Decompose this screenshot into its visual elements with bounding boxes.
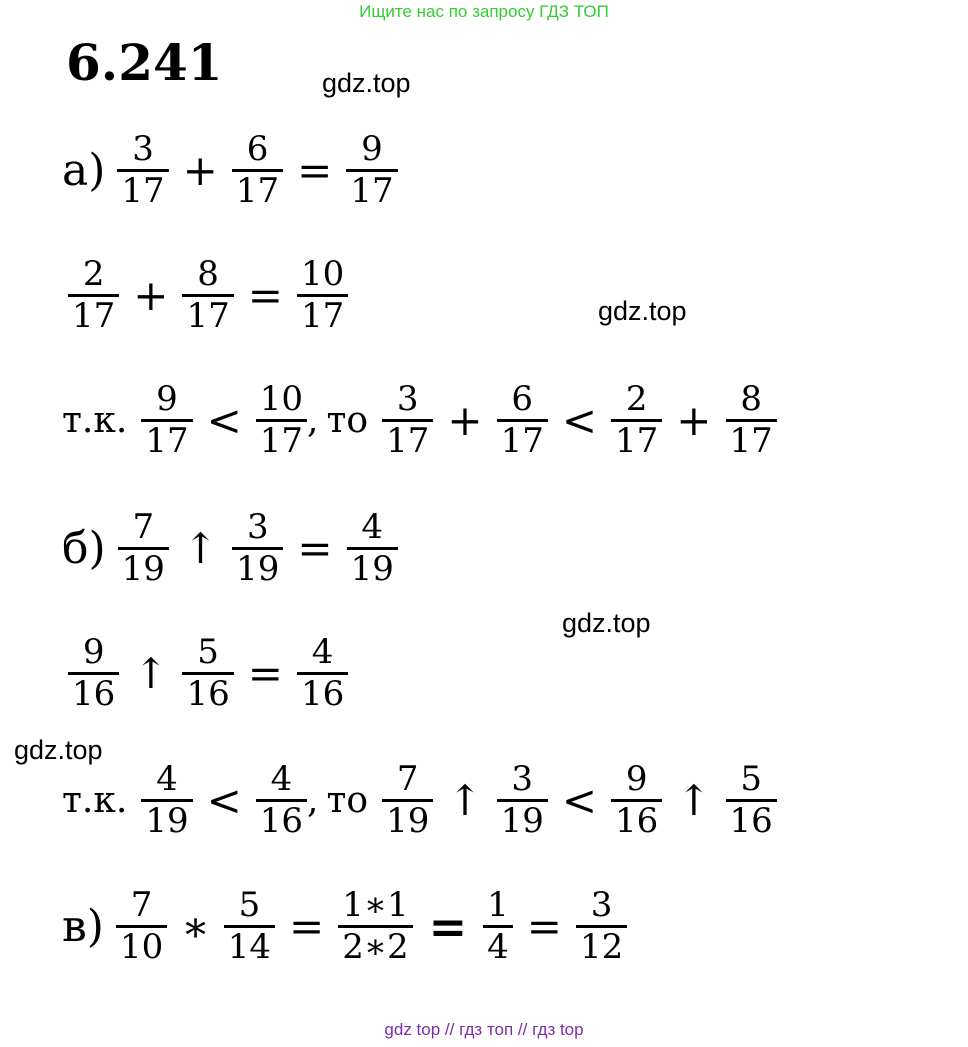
operator: = bbox=[297, 523, 333, 573]
numerator: 2 bbox=[625, 379, 648, 419]
then-word: то bbox=[326, 779, 369, 821]
numerator: 1∗1 bbox=[342, 885, 409, 925]
fraction bbox=[726, 380, 777, 461]
numerator: 10 bbox=[259, 379, 304, 419]
watermark: gdz.top bbox=[598, 296, 687, 326]
denominator: 17 bbox=[259, 421, 304, 462]
denominator: 16 bbox=[615, 801, 659, 842]
denominator: 17 bbox=[235, 171, 280, 212]
fraction bbox=[182, 633, 233, 714]
fraction bbox=[497, 380, 548, 461]
footer-links[interactable]: gdz top // гдз топ // гдз top bbox=[384, 1020, 584, 1039]
operator: + bbox=[182, 145, 218, 195]
numerator: 6 bbox=[246, 129, 269, 169]
up-arrow-icon: ↑ bbox=[133, 648, 169, 698]
denominator: 17 bbox=[729, 421, 773, 462]
equation-b1 bbox=[62, 508, 404, 589]
denominator: 4 bbox=[487, 927, 509, 968]
fraction bbox=[346, 130, 397, 211]
denominator: 19 bbox=[236, 549, 280, 590]
numerator: 1 bbox=[487, 885, 509, 925]
operator: = bbox=[297, 145, 333, 195]
operator: + bbox=[676, 395, 712, 445]
denominator: 16 bbox=[259, 801, 304, 842]
denominator: 17 bbox=[121, 171, 165, 212]
comparison-a bbox=[62, 380, 783, 461]
part-label: в) bbox=[62, 900, 104, 952]
up-arrow-icon: ↑ bbox=[676, 775, 712, 825]
denominator: 16 bbox=[186, 674, 230, 715]
operator: = bbox=[247, 648, 283, 698]
fraction bbox=[68, 633, 119, 714]
fraction bbox=[338, 886, 412, 967]
fraction bbox=[182, 255, 233, 336]
fraction bbox=[117, 130, 168, 211]
fraction bbox=[232, 130, 283, 211]
numerator: 8 bbox=[740, 379, 762, 419]
comma: , bbox=[307, 779, 319, 821]
fraction bbox=[118, 508, 169, 589]
denominator: 17 bbox=[145, 421, 189, 462]
denominator: 16 bbox=[72, 674, 116, 715]
up-arrow-icon: ↑ bbox=[447, 775, 483, 825]
equation-c1 bbox=[62, 886, 633, 967]
denominator: 17 bbox=[500, 421, 544, 462]
numerator: 5 bbox=[740, 759, 762, 799]
denominator: 17 bbox=[386, 421, 430, 462]
comparison-b bbox=[62, 760, 783, 841]
search-banner[interactable]: Ищите нас по запросу ГДЗ ТОП bbox=[359, 2, 609, 21]
watermark: gdz.top bbox=[562, 608, 651, 638]
fraction bbox=[576, 886, 627, 967]
fraction bbox=[141, 380, 192, 461]
comma: , bbox=[307, 399, 319, 441]
fraction bbox=[726, 760, 777, 841]
fraction bbox=[297, 255, 348, 336]
denominator: 12 bbox=[579, 927, 624, 968]
denominator: 14 bbox=[227, 927, 272, 968]
part-label: б) bbox=[62, 522, 106, 574]
operator: < bbox=[561, 395, 598, 445]
part-label: а) bbox=[62, 144, 106, 196]
denominator: 10 bbox=[119, 927, 164, 968]
numerator: 7 bbox=[396, 759, 419, 799]
numerator: 3 bbox=[132, 129, 154, 169]
numerator: 4 bbox=[156, 759, 178, 799]
operator: ∗ bbox=[181, 901, 210, 951]
equation-a1 bbox=[62, 130, 404, 211]
operator: < bbox=[206, 395, 242, 445]
numerator: 4 bbox=[270, 759, 293, 799]
up-arrow-icon: ↑ bbox=[182, 523, 219, 573]
denominator: 17 bbox=[350, 171, 394, 212]
numerator: 9 bbox=[361, 129, 383, 169]
numerator: 6 bbox=[511, 379, 534, 419]
equation-b2 bbox=[62, 633, 354, 714]
fraction bbox=[68, 255, 119, 336]
numerator: 9 bbox=[82, 632, 105, 672]
denominator: 19 bbox=[121, 549, 165, 590]
denominator: 17 bbox=[186, 296, 230, 337]
operator: < bbox=[206, 775, 242, 825]
operator: + bbox=[133, 270, 169, 320]
numerator: 5 bbox=[197, 632, 219, 672]
denominator: 17 bbox=[615, 421, 659, 462]
watermark: gdz.top bbox=[322, 68, 411, 98]
fraction bbox=[297, 633, 348, 714]
fraction bbox=[232, 508, 283, 589]
numerator: 7 bbox=[130, 885, 153, 925]
operator: + bbox=[447, 395, 483, 445]
fraction bbox=[141, 760, 192, 841]
numerator: 7 bbox=[132, 507, 155, 547]
watermark: gdz.top bbox=[14, 735, 103, 765]
numerator: 3 bbox=[246, 507, 269, 547]
equation-a2 bbox=[62, 255, 354, 336]
numerator: 4 bbox=[361, 507, 384, 547]
denominator: 17 bbox=[72, 296, 116, 337]
numerator: 5 bbox=[238, 885, 261, 925]
operator: < bbox=[561, 775, 598, 825]
fraction bbox=[611, 380, 662, 461]
fraction bbox=[256, 760, 307, 841]
denominator: 19 bbox=[500, 801, 544, 842]
since-word: т.к. bbox=[62, 399, 128, 441]
denominator: 2∗2 bbox=[342, 927, 409, 968]
operator: = bbox=[428, 899, 468, 954]
denominator: 16 bbox=[300, 674, 345, 715]
fraction bbox=[611, 760, 662, 841]
denominator: 19 bbox=[386, 801, 430, 842]
fraction bbox=[116, 886, 167, 967]
numerator: 3 bbox=[511, 759, 534, 799]
numerator: 3 bbox=[590, 885, 613, 925]
fraction bbox=[256, 380, 307, 461]
fraction bbox=[497, 760, 548, 841]
fraction bbox=[483, 886, 513, 967]
then-word: то bbox=[326, 399, 369, 441]
numerator: 3 bbox=[396, 379, 419, 419]
denominator: 19 bbox=[350, 549, 394, 590]
fraction bbox=[382, 760, 433, 841]
denominator: 16 bbox=[729, 801, 773, 842]
fraction bbox=[382, 380, 433, 461]
operator: = bbox=[247, 270, 283, 320]
task-number: 6.241 bbox=[66, 33, 223, 92]
numerator: 10 bbox=[300, 254, 345, 294]
since-word: т.к. bbox=[62, 779, 128, 821]
operator: = bbox=[526, 901, 562, 951]
numerator: 9 bbox=[156, 379, 178, 419]
numerator: 4 bbox=[311, 632, 334, 672]
numerator: 2 bbox=[82, 254, 105, 294]
numerator: 9 bbox=[625, 759, 648, 799]
numerator: 8 bbox=[197, 254, 219, 294]
denominator: 17 bbox=[300, 296, 345, 337]
fraction bbox=[224, 886, 275, 967]
operator: = bbox=[289, 901, 325, 951]
denominator: 19 bbox=[145, 801, 189, 842]
fraction bbox=[347, 508, 398, 589]
